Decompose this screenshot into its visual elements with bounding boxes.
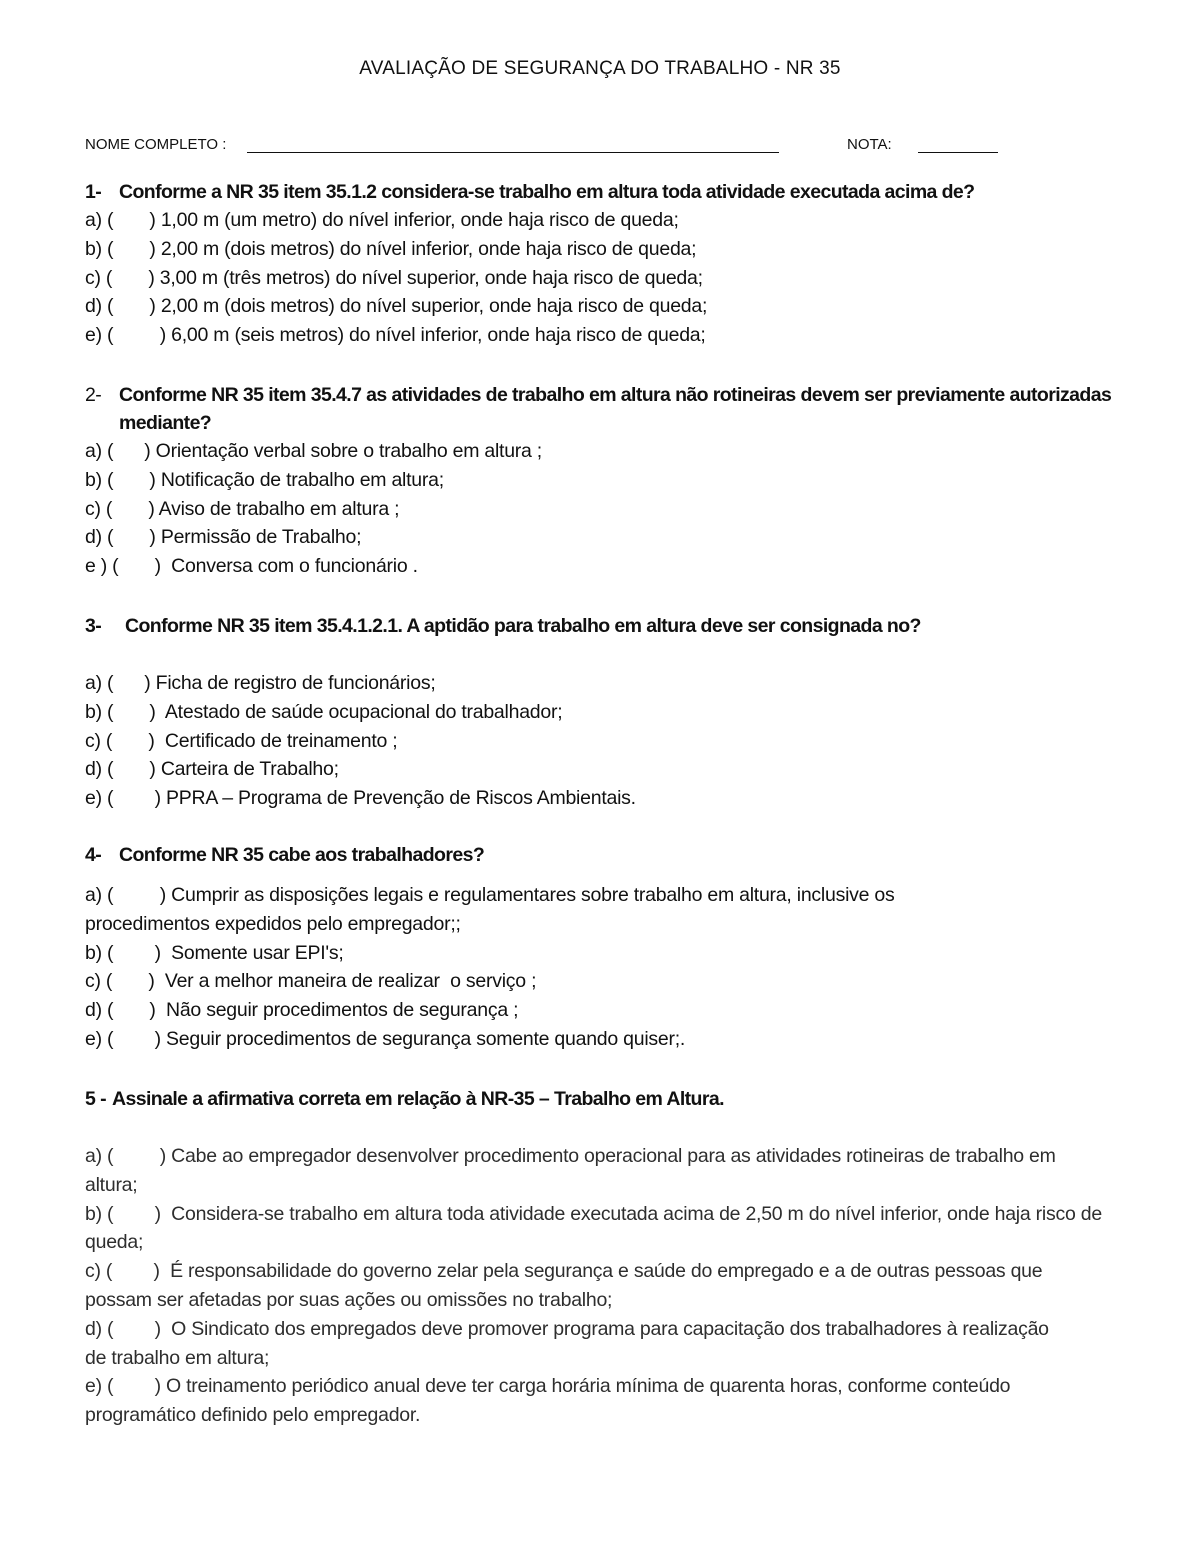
option-d[interactable]: d) ( ) O Sindicato dos empregados deve promover programa para capacitação dos trabalhadores à realização de trabalho em altura; <box>85 1317 1054 1369</box>
question-text: Conforme a NR 35 item 35.1.2 considera-se trabalho em altura toda atividade executada acima de? <box>119 181 975 203</box>
spacer <box>85 1113 1115 1142</box>
question-number: 1- <box>85 181 102 203</box>
question-text: Assinale a afirmativa correta em relação à NR-35 – Trabalho em Altura. <box>112 1088 724 1110</box>
option-c[interactable]: c) ( ) É responsabilidade do governo zelar pela segurança e saúde do empregado e a de outras pessoas que possam ser afetadas por suas ações ou omissões no trabalho; <box>85 1260 1048 1311</box>
option-b[interactable]: b) ( ) Atestado de saúde ocupacional do trabalhador; <box>85 700 563 723</box>
grade-label: NOTA: <box>847 136 892 153</box>
option-e[interactable]: e ) ( ) Conversa com o funcionário . <box>85 555 418 578</box>
spacer <box>85 640 1115 669</box>
question-3 <box>85 612 1115 813</box>
option-d[interactable]: d) ( ) Não seguir procedimentos de segurança ; <box>85 999 519 1022</box>
option-e[interactable]: e) ( ) PPRA – Programa de Prevenção de Riscos Ambientais. <box>85 787 636 810</box>
grade-blank-line[interactable] <box>918 152 998 153</box>
option-e[interactable]: e) ( ) 6,00 m (seis metros) do nível inferior, onde haja risco de queda; <box>85 324 706 347</box>
option-d[interactable]: d) ( ) Carteira de Trabalho; <box>85 758 339 781</box>
document-title: AVALIAÇÃO DE SEGURANÇA DO TRABALHO - NR 35 <box>359 58 841 79</box>
name-blank-line[interactable] <box>247 152 779 153</box>
question-text: Conforme NR 35 item 35.4.7 as atividades de trabalho em altura não rotineiras devem ser previamente autorizadas mediante? <box>119 384 1112 434</box>
question-4 <box>85 841 1115 1054</box>
question-title <box>85 381 1115 437</box>
option-e[interactable]: e) ( ) O treinamento periódico anual deve ter carga horária mínima de quarenta horas, conforme conteúdo programático definido pelo empregador. <box>85 1375 1016 1427</box>
question-text: Conforme NR 35 item 35.4.1.2.1. A aptidão para trabalho em altura deve ser consignada no? <box>125 615 921 637</box>
option-c[interactable]: c) ( ) 3,00 m (três metros) do nível superior, onde haja risco de queda; <box>85 266 703 289</box>
option-a[interactable]: a) ( ) Ficha de registro de funcionários; <box>85 672 436 694</box>
question-title <box>85 1085 1115 1113</box>
question-number: 4- <box>85 844 102 866</box>
question-title <box>85 841 1115 869</box>
option-a[interactable]: a) ( ) Cabe ao empregador desenvolver procedimento operacional para as atividades rotineiras de trabalho em altura; <box>85 1145 1061 1196</box>
option-d[interactable]: d) ( ) Permissão de Trabalho; <box>85 526 362 549</box>
question-number: 3- <box>85 615 102 637</box>
question-number: 2- <box>85 384 102 406</box>
option-a[interactable]: a) ( ) Orientação verbal sobre o trabalho em altura ; <box>85 440 542 462</box>
name-label: NOME COMPLETO : <box>85 136 227 153</box>
option-b[interactable]: b) ( ) Considera-se trabalho em altura toda atividade executada acima de 2,50 m do nível inferior, onde haja risco de queda; <box>85 1202 1108 1254</box>
question-text: Conforme NR 35 cabe aos trabalhadores? <box>119 844 485 866</box>
option-e[interactable]: e) ( ) Seguir procedimentos de segurança somente quando quiser;. <box>85 1027 686 1050</box>
option-b[interactable]: b) ( ) Notificação de trabalho em altura; <box>85 468 444 491</box>
question-title <box>85 612 1115 640</box>
option-b[interactable]: b) ( ) Somente usar EPI's; <box>85 941 344 964</box>
question-5 <box>85 1085 1115 1430</box>
option-a[interactable]: a) ( ) Cumprir as disposições legais e regulamentares sobre trabalho em altura, inclusive os procedimentos expedidos pelo empregador;; <box>85 884 900 935</box>
student-header <box>85 132 1115 156</box>
option-c[interactable]: c) ( ) Certificado de treinamento ; <box>85 729 398 752</box>
question-1 <box>85 178 1115 350</box>
spacer <box>85 869 1115 881</box>
question-2 <box>85 381 1115 581</box>
option-c[interactable]: c) ( ) Ver a melhor maneira de realizar o serviço ; <box>85 970 537 993</box>
question-title <box>85 178 1115 206</box>
option-b[interactable]: b) ( ) 2,00 m (dois metros) do nível inferior, onde haja risco de queda; <box>85 237 697 260</box>
question-number: 5 - <box>85 1088 106 1110</box>
option-d[interactable]: d) ( ) 2,00 m (dois metros) do nível superior, onde haja risco de queda; <box>85 295 708 318</box>
option-c[interactable]: c) ( ) Aviso de trabalho em altura ; <box>85 497 400 520</box>
option-a[interactable]: a) ( ) 1,00 m (um metro) do nível inferior, onde haja risco de queda; <box>85 209 679 231</box>
